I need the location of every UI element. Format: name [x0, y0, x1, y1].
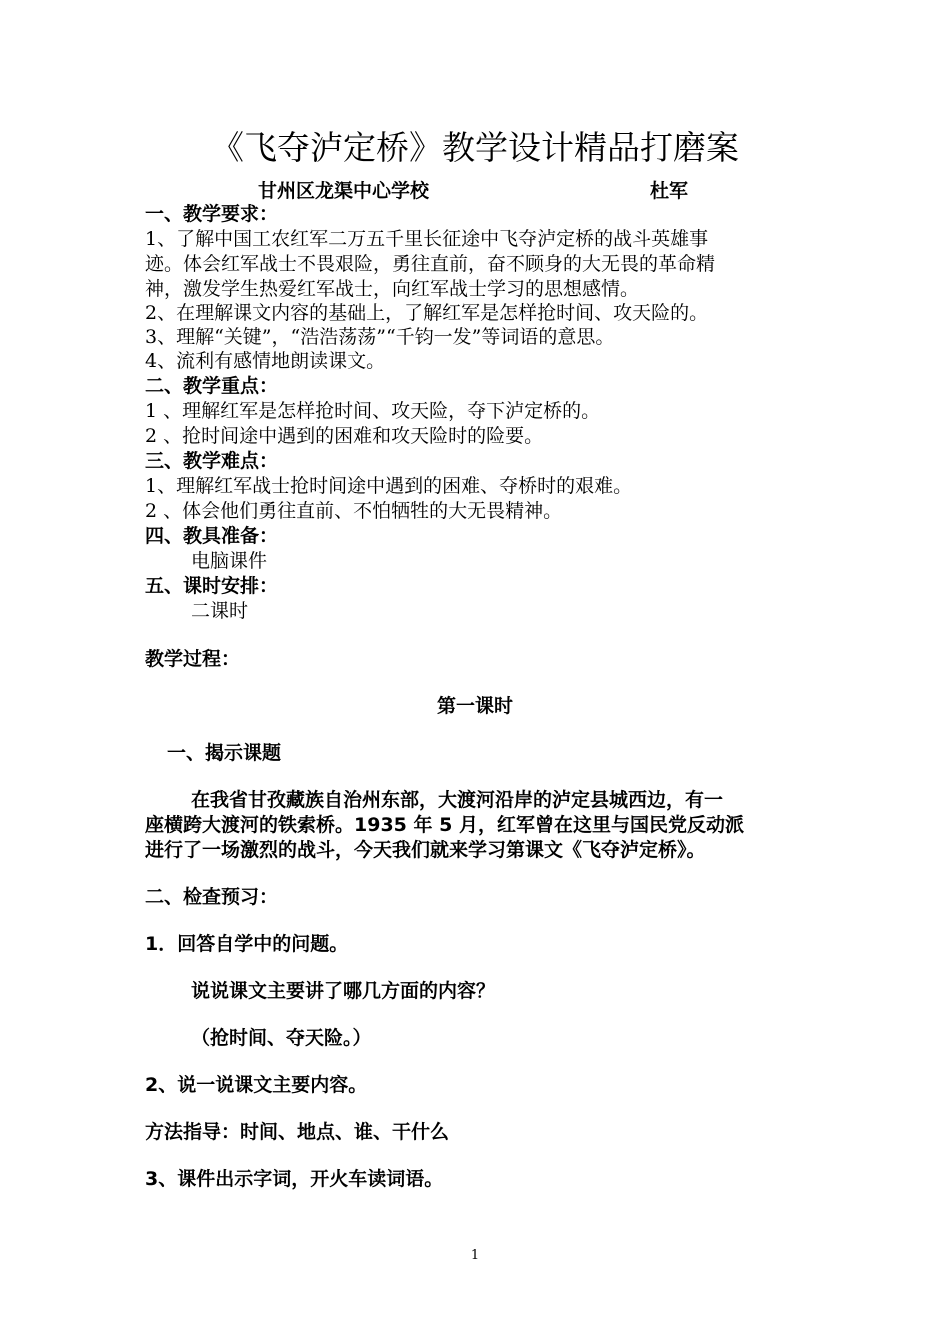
check-item: 1．回答自学中的问题。 — [145, 933, 349, 955]
author-school: 甘州区龙渠中心学校 — [258, 180, 430, 202]
difficulty-item: 2 、体会他们勇往直前、不怕牺牲的大无畏精神。 — [145, 500, 563, 522]
check-answer: （抢时间、夺天险。） — [191, 1027, 372, 1049]
requirements-line: 2、在理解课文内容的基础上，了解红军是怎样抢时间、攻天险的。 — [145, 302, 709, 324]
requirements-line: 1、了解中国工农红军二万五千里长征途中飞夺泸定桥的战斗英雄事 — [145, 228, 709, 250]
step1-text-line: 座横跨大渡河的铁索桥。1935 年 5 月，红军曾在这里与国民党反动派 — [145, 814, 744, 836]
requirements-line: 4、流利有感情地朗读课文。 — [145, 350, 386, 372]
requirements-heading: 一、教学要求： — [145, 203, 279, 225]
tools-heading: 四、教具准备： — [145, 525, 279, 547]
step2-heading: 二、检查预习： — [145, 886, 279, 908]
author-name: 杜军 — [650, 180, 689, 202]
difficulty-item: 1、理解红军战士抢时间途中遇到的困难、夺桥时的艰难。 — [145, 475, 633, 497]
requirements-line: 3、理解“关键”，“浩浩荡荡”“千钧一发”等词语的意思。 — [145, 326, 615, 348]
method-guide: 方法指导：时间、地点、谁、干什么 — [145, 1121, 450, 1143]
key-point-item: 1 、理解红军是怎样抢时间、攻天险，夺下泸定桥的。 — [145, 400, 601, 422]
schedule-heading: 五、课时安排： — [145, 575, 279, 597]
schedule-text: 二课时 — [191, 600, 249, 622]
step1-text-line: 进行了一场激烈的战斗，今天我们就来学习第课文《飞夺泸定桥》。 — [145, 839, 706, 861]
tools-text: 电脑课件 — [191, 550, 268, 572]
requirements-line: 迹。体会红军战士不畏艰险，勇往直前，奋不顾身的大无畏的革命精 — [145, 253, 716, 275]
page-number: 1 — [470, 1248, 480, 1263]
key-point-item: 2 、抢时间途中遇到的困难和攻天险时的险要。 — [145, 425, 544, 447]
difficulties-heading: 三、教学难点： — [145, 450, 279, 472]
check-item: 3、课件出示字词，开火车读词语。 — [145, 1168, 444, 1190]
check-question: 说说课文主要讲了哪几方面的内容？ — [191, 980, 496, 1002]
process-heading: 教学过程： — [145, 648, 241, 670]
document-title: 《飞夺泸定桥》教学设计精品打磨案 — [211, 128, 739, 167]
requirements-line: 神，激发学生热爱红军战士，向红军战士学习的思想感情。 — [145, 278, 640, 300]
step1-text-line: 在我省甘孜藏族自治州东部，大渡河沿岸的泸定县城西边，有一 — [191, 789, 724, 811]
lesson-title: 第一课时 — [436, 695, 513, 717]
key-points-heading: 二、教学重点： — [145, 375, 279, 397]
check-item: 2、说一说课文主要内容。 — [145, 1074, 368, 1096]
step1-heading: 一、揭示课题 — [167, 742, 282, 764]
